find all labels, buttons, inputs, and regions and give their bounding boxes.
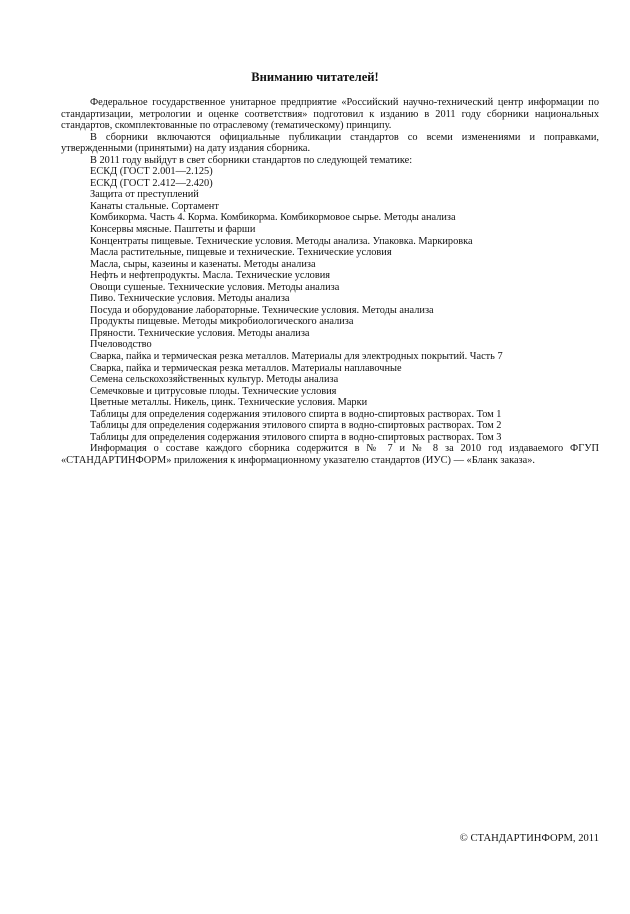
- list-item: Таблицы для определения содержания этилового спирта в водно-спиртовых растворах. Том 2: [90, 420, 502, 432]
- list-item: Масла, сыры, казеины и казенаты. Методы анализа: [90, 258, 316, 270]
- intro-paragraph: Федеральное государственное унитарное предприятие «Российский научно-технический центр информации по стандартизации, метрологии и оценке соответствия» подготовил к изданию в 2011 году сборники национальных стандартов, скомплектованные по отраслевому (тематическому) принципу.: [61, 97, 599, 132]
- list-item: Семечковые и цитрусовые плоды. Технические условия: [90, 385, 337, 397]
- list-item: Консервы мясные. Паштеты и фарши: [90, 224, 256, 236]
- list-item: Нефть и нефтепродукты. Масла. Технические условия: [90, 270, 331, 282]
- list-item: ЕСКД (ГОСТ 2.412—2.420): [90, 177, 213, 189]
- list-item: Овощи сушеные. Технические условия. Методы анализа: [90, 281, 340, 293]
- list-item: Таблицы для определения содержания этилового спирта в водно-спиртовых растворах. Том 3: [90, 431, 502, 443]
- copyright-notice: © СТАНДАРТИНФОРМ, 2011: [459, 833, 599, 844]
- list-item: Защита от преступлений: [90, 189, 199, 201]
- list-item: Таблицы для определения содержания этилового спирта в водно-спиртовых растворах. Том 1: [90, 408, 502, 420]
- notice-body: [61, 97, 599, 467]
- list-item: Сварка, пайка и термическая резка металлов. Материалы для электродных покрытий. Часть 7: [90, 351, 503, 363]
- list-item: Посуда и оборудование лабораторные. Технические условия. Методы анализа: [90, 304, 434, 316]
- list-intro-paragraph: В 2011 году выйдут в свет сборники стандартов по следующей тематике:: [90, 154, 413, 166]
- scope-paragraph: В сборники включаются официальные публикации стандартов со всеми изменениями и поправками, утвержденными (принятыми) на дату издания сборника.: [61, 131, 599, 155]
- list-item: Пиво. Технические условия. Методы анализа: [90, 293, 290, 305]
- list-item: Пчеловодство: [90, 339, 152, 351]
- list-item: Концентраты пищевые. Технические условия. Методы анализа. Упаковка. Маркировка: [90, 235, 473, 247]
- closing-paragraph: Информация о составе каждого сборника содержится в № 7 и № 8 за 2010 год издаваемого ФГУП «СТАНДАРТИНФОРМ» приложения к информационному указателю стандартов (ИУС) — «Бланк заказа».: [61, 443, 599, 466]
- list-item: Продукты пищевые. Методы микробиологического анализа: [90, 316, 354, 328]
- collections-list: [61, 166, 599, 443]
- list-item: Комбикорма. Часть 4. Корма. Комбикорма. Комбикормовое сырье. Методы анализа: [90, 212, 456, 224]
- list-item: Семена сельскохозяйственных культур. Методы анализа: [90, 374, 339, 386]
- page-title: Вниманию читателей!: [251, 70, 379, 84]
- list-item: Цветные металлы. Никель, цинк. Технические условия. Марки: [90, 397, 368, 409]
- list-item: ЕСКД (ГОСТ 2.001—2.125): [90, 166, 213, 178]
- list-item: Пряности. Технические условия. Методы анализа: [90, 327, 310, 339]
- list-item: Сварка, пайка и термическая резка металлов. Материалы наплавочные: [90, 362, 402, 374]
- list-item: Канаты стальные. Сортамент: [90, 200, 219, 212]
- list-item: Масла растительные, пищевые и технические. Технические условия: [90, 247, 392, 259]
